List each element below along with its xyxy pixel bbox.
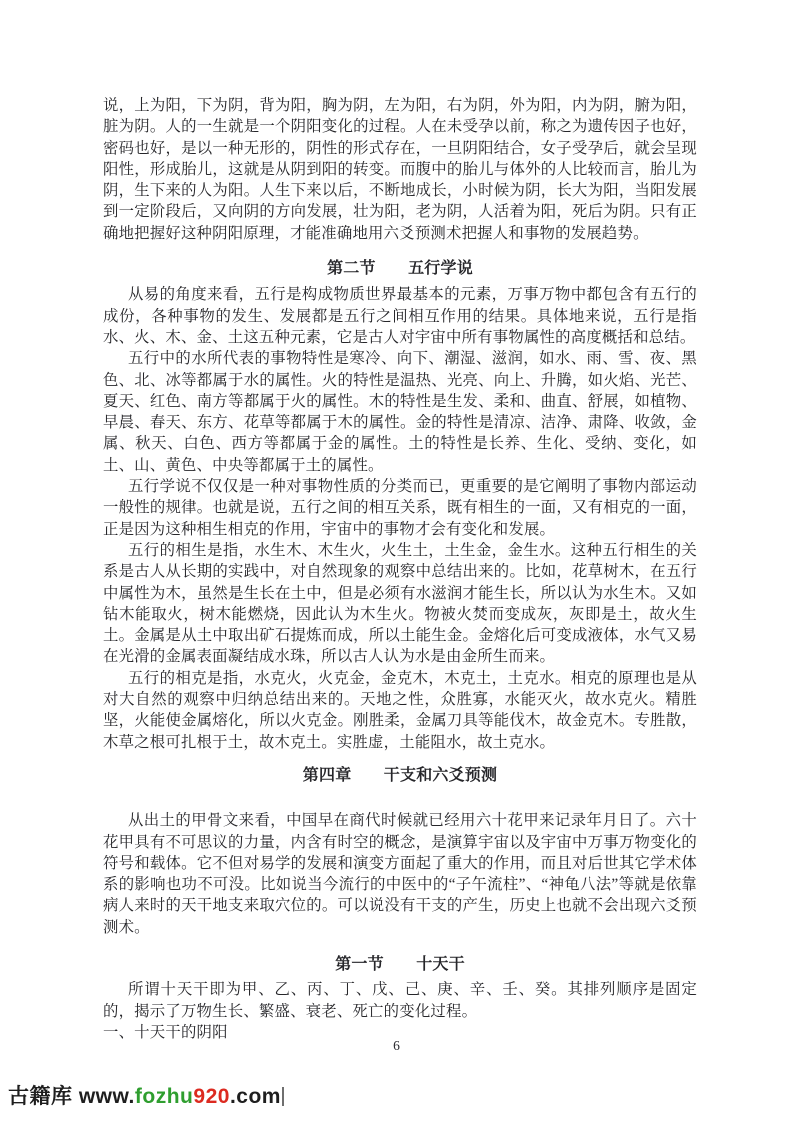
paragraph-wuxing-theory: 五行学说不仅仅是一种对事物性质的分类而已，更重要的是它阐明了事物内部运动一般性的规律。也就是说，五行之间的相互关系，既有相生的一面，又有相克的一面，正是因为这种相生相克的作用，宇宙中的事物才会有变化和发展。: [103, 478, 697, 538]
paragraph-wuxing-attributes: 五行中的水所代表的事物特性是寒冷、向下、潮湿、滋润，如水、雨、雪、夜、黑色、北、冰等都属于水的属性。火的特性是温热、光亮、向上、升腾，如火焰、光芒、夏天、红色、南方等都属于火的属性。木的特性是生发、柔和、曲直、舒展，如植物、早晨、春天、东方、花草等都属于木的属性。金的特性是清凉、洁净、肃降、收敛，金属、秋天、白色、西方等都属于金的属性。土的特性是长养、生化、受纳、变化，如土、山、黄色、中央等都属于土的属性。: [103, 350, 697, 474]
paragraph-xiangsheng: 五行的相生是指，水生木、木生火，火生土，土生金，金生水。这种五行相生的关系是古人从长期的实践中，对自然现象的观察中总结出来的。比如，花草树木，在五行中属性为木，虽然是生长在土中，但是必须有水滋润才能生长，所以认为水生木。又如钻木能取火，树木能燃烧，因此认为木生火。物被火焚而变成灰，灰即是土，故火生土。金属是从土中取出矿石提炼而成，所以土能生金。金熔化后可变成液体，水气又易在光滑的金属表面凝结成水珠，所以古人认为水是由金所生而来。: [103, 541, 697, 666]
watermark-url-fozhu: fozhu: [134, 1085, 194, 1108]
watermark-url-920: 920: [193, 1085, 230, 1108]
page-number: 6: [393, 1038, 400, 1053]
section-heading-shitiangan: 第一节 十天干: [335, 955, 465, 973]
section-heading-wuxing-xueshuo: 第二节 五行学说: [327, 260, 473, 278]
paragraph-wuxing-intro: 从易的角度来看，五行是构成物质世界最基本的元素，万事万物中都包含有五行的成份，各种事物的发生、发展都是五行之间相互作用的结果。具体地来说，五行是指水、火、木、金、土这五种元素，它是古人对宇宙中所有事物属性的高度概括和总结。: [103, 286, 697, 346]
text-cursor-artifact: [282, 1087, 284, 1106]
watermark: [8, 1080, 284, 1110]
chapter-heading-ganzhi-liuyao: 第四章 干支和六爻预测: [302, 766, 498, 784]
watermark-url-com: .com: [229, 1085, 281, 1108]
paragraph-tiangan: 所谓十天干即为甲、乙、丙、丁、戊、己、庚、辛、壬、癸。其排列顺序是固定的，揭示了万物生长、繁盛、衰老、死亡的变化过程。: [103, 981, 697, 1020]
paragraph-ganzhi: 从出土的甲骨文来看，中国早在商代时候就已经用六十花甲来记录年月日了。六十花甲具有不可思议的力量，内含有时空的概念，是演算宇宙以及宇宙中万事万物变化的符号和载体。它不但对易学的发展和演变方面起了重大的作用，而且对后世其它学术体系的影响也功不可没。比如说当今流行的中医中的“子午流柱”、“神龟八法”等就是依靠病人来时的天干地支来取穴位的。可以说没有干支的产生，历史上也就不会出现六爻预测术。: [103, 812, 697, 936]
paragraph-yinyang-continued: 说，上为阳，下为阴，背为阳，胸为阴，左为阳，右为阴，外为阳，内为阴，腑为阳，脏为阴。人的一生就是一个阴阳变化的过程。人在未受孕以前，称之为遗传因子也好，密码也好，是以一种无形的，阴性的形式存在，一旦阴阳结合，女子受孕后，就会呈现阳性，形成胎儿，这就是从阴到阳的转变。而腹中的胎儿与体外的人比较而言，胎儿为阴，生下来的人为阳。人生下来以后，不断地成长，小时候为阴，长大为阳，当阳发展到一定阶段后，又向阴的方向发展，壮为阳，老为阴，人活着为阳，死后为阴。只有正确地把握好这种阴阳原理，才能准确地用六爻预测术把握人和事物的发展趋势。: [103, 97, 697, 242]
paragraph-xiangke: 五行的相克是指，水克火，火克金，金克木，木克土，土克水。相克的原理也是从对大自然的观察中归纳总结出来的。天地之性，众胜寡，水能灭火，故水克火。精胜坚，火能使金属熔化，所以火克金。刚胜柔，金属刀具等能伐木，故金克木。专胜散，木草之根可扎根于土，故木克土。实胜虚，土能阻水，故土克水。: [103, 669, 697, 751]
watermark-site-name: 古籍库 www.: [8, 1085, 135, 1108]
text-block: [103, 95, 697, 1043]
subheading-tiangan-yinyang: 一、十天干的阴阳: [103, 1023, 228, 1041]
